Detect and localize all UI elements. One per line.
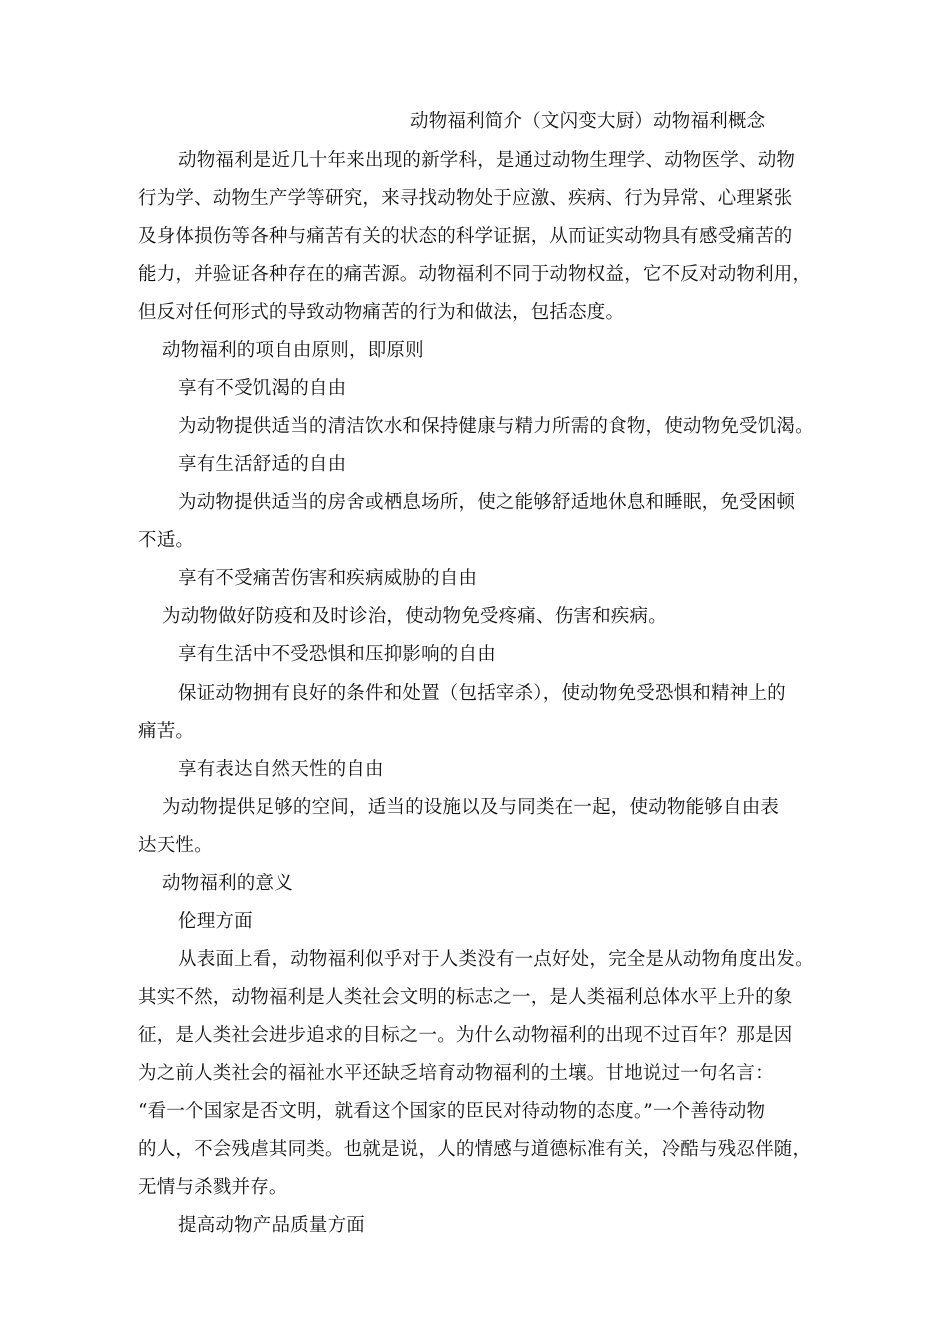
subsection-heading: 伦理方面 — [178, 911, 253, 932]
subsection-heading: 享有生活舒适的自由 — [178, 454, 347, 475]
body-line: “看一个国家是否文明，就看这个国家的臣民对待动物的态度。”一个善待动物 — [138, 1101, 766, 1122]
body-line: 痛苦。 — [138, 721, 195, 742]
body-line: 无情与杀戮并存。 — [138, 1177, 288, 1198]
section-heading: 动物福利的项自由原则，即原则 — [162, 340, 424, 361]
body-line: 为动物提供适当的清洁饮水和保持健康与精力所需的食物，使动物免受饥渴。 — [178, 416, 814, 437]
body-line: 动物福利是近几十年来出现的新学科，是通过动物生理学、动物医学、动物 — [178, 150, 796, 171]
body-line: 其实不然，动物福利是人类社会文明的标志之一，是人类福利总体水平上升的象 — [138, 987, 793, 1008]
body-line: 保证动物拥有良好的条件和处置（包括宰杀），使动物免受恐惧和精神上的 — [178, 683, 786, 704]
section-heading: 动物福利的意义 — [162, 873, 293, 894]
body-line: 从表面上看，动物福利似乎对于人类没有一点好处，完全是从动物角度出发。 — [178, 949, 814, 970]
subsection-heading: 享有不受痛苦伤害和疾病威胁的自由 — [178, 568, 478, 589]
body-line: 为动物提供足够的空间，适当的设施以及与同类在一起，使动物能够自由表 — [162, 797, 780, 818]
body-line: 征，是人类社会进步追求的目标之一。为什么动物福利的出现不过百年？那是因 — [138, 1025, 793, 1046]
body-line: 为动物做好防疫和及时诊治，使动物免受疼痛、伤害和疾病。 — [162, 606, 667, 627]
body-line: 能力，并验证各种存在的痛苦源。动物福利不同于动物权益，它不反对动物利用， — [138, 264, 812, 285]
body-line: 的人，不会残虐其同类。也就是说，人的情感与道德标准有关，冷酷与残忍伴随， — [138, 1139, 812, 1160]
subsection-heading: 提高动物产品质量方面 — [178, 1215, 366, 1236]
body-line: 为动物提供适当的房舍或栖息场所，使之能够舒适地休息和睡眠，免受困顿 — [178, 492, 796, 513]
body-line: 行为学、动物生产学等研究，来寻找动物处于应激、疾病、行为异常、心理紧张 — [138, 188, 793, 209]
body-line: 及身体损伤等各种与痛苦有关的状态的科学证据，从而证实动物具有感受痛苦的 — [138, 226, 793, 247]
body-line: 为之前人类社会的福祉水平还缺乏培育动物福利的土壤。甘地说过一句名言： — [138, 1063, 774, 1084]
subsection-heading: 享有不受饥渴的自由 — [178, 378, 347, 399]
body-line: 但反对任何形式的导致动物痛苦的行为和做法，包括态度。 — [138, 302, 625, 323]
document-title: 动物福利简介（文闪变大厨）动物福利概念 — [410, 111, 766, 132]
body-line: 达天性。 — [138, 835, 213, 856]
body-line: 不适。 — [138, 530, 195, 551]
subsection-heading: 享有生活中不受恐惧和压抑影响的自由 — [178, 644, 496, 665]
subsection-heading: 享有表达自然天性的自由 — [178, 759, 384, 780]
